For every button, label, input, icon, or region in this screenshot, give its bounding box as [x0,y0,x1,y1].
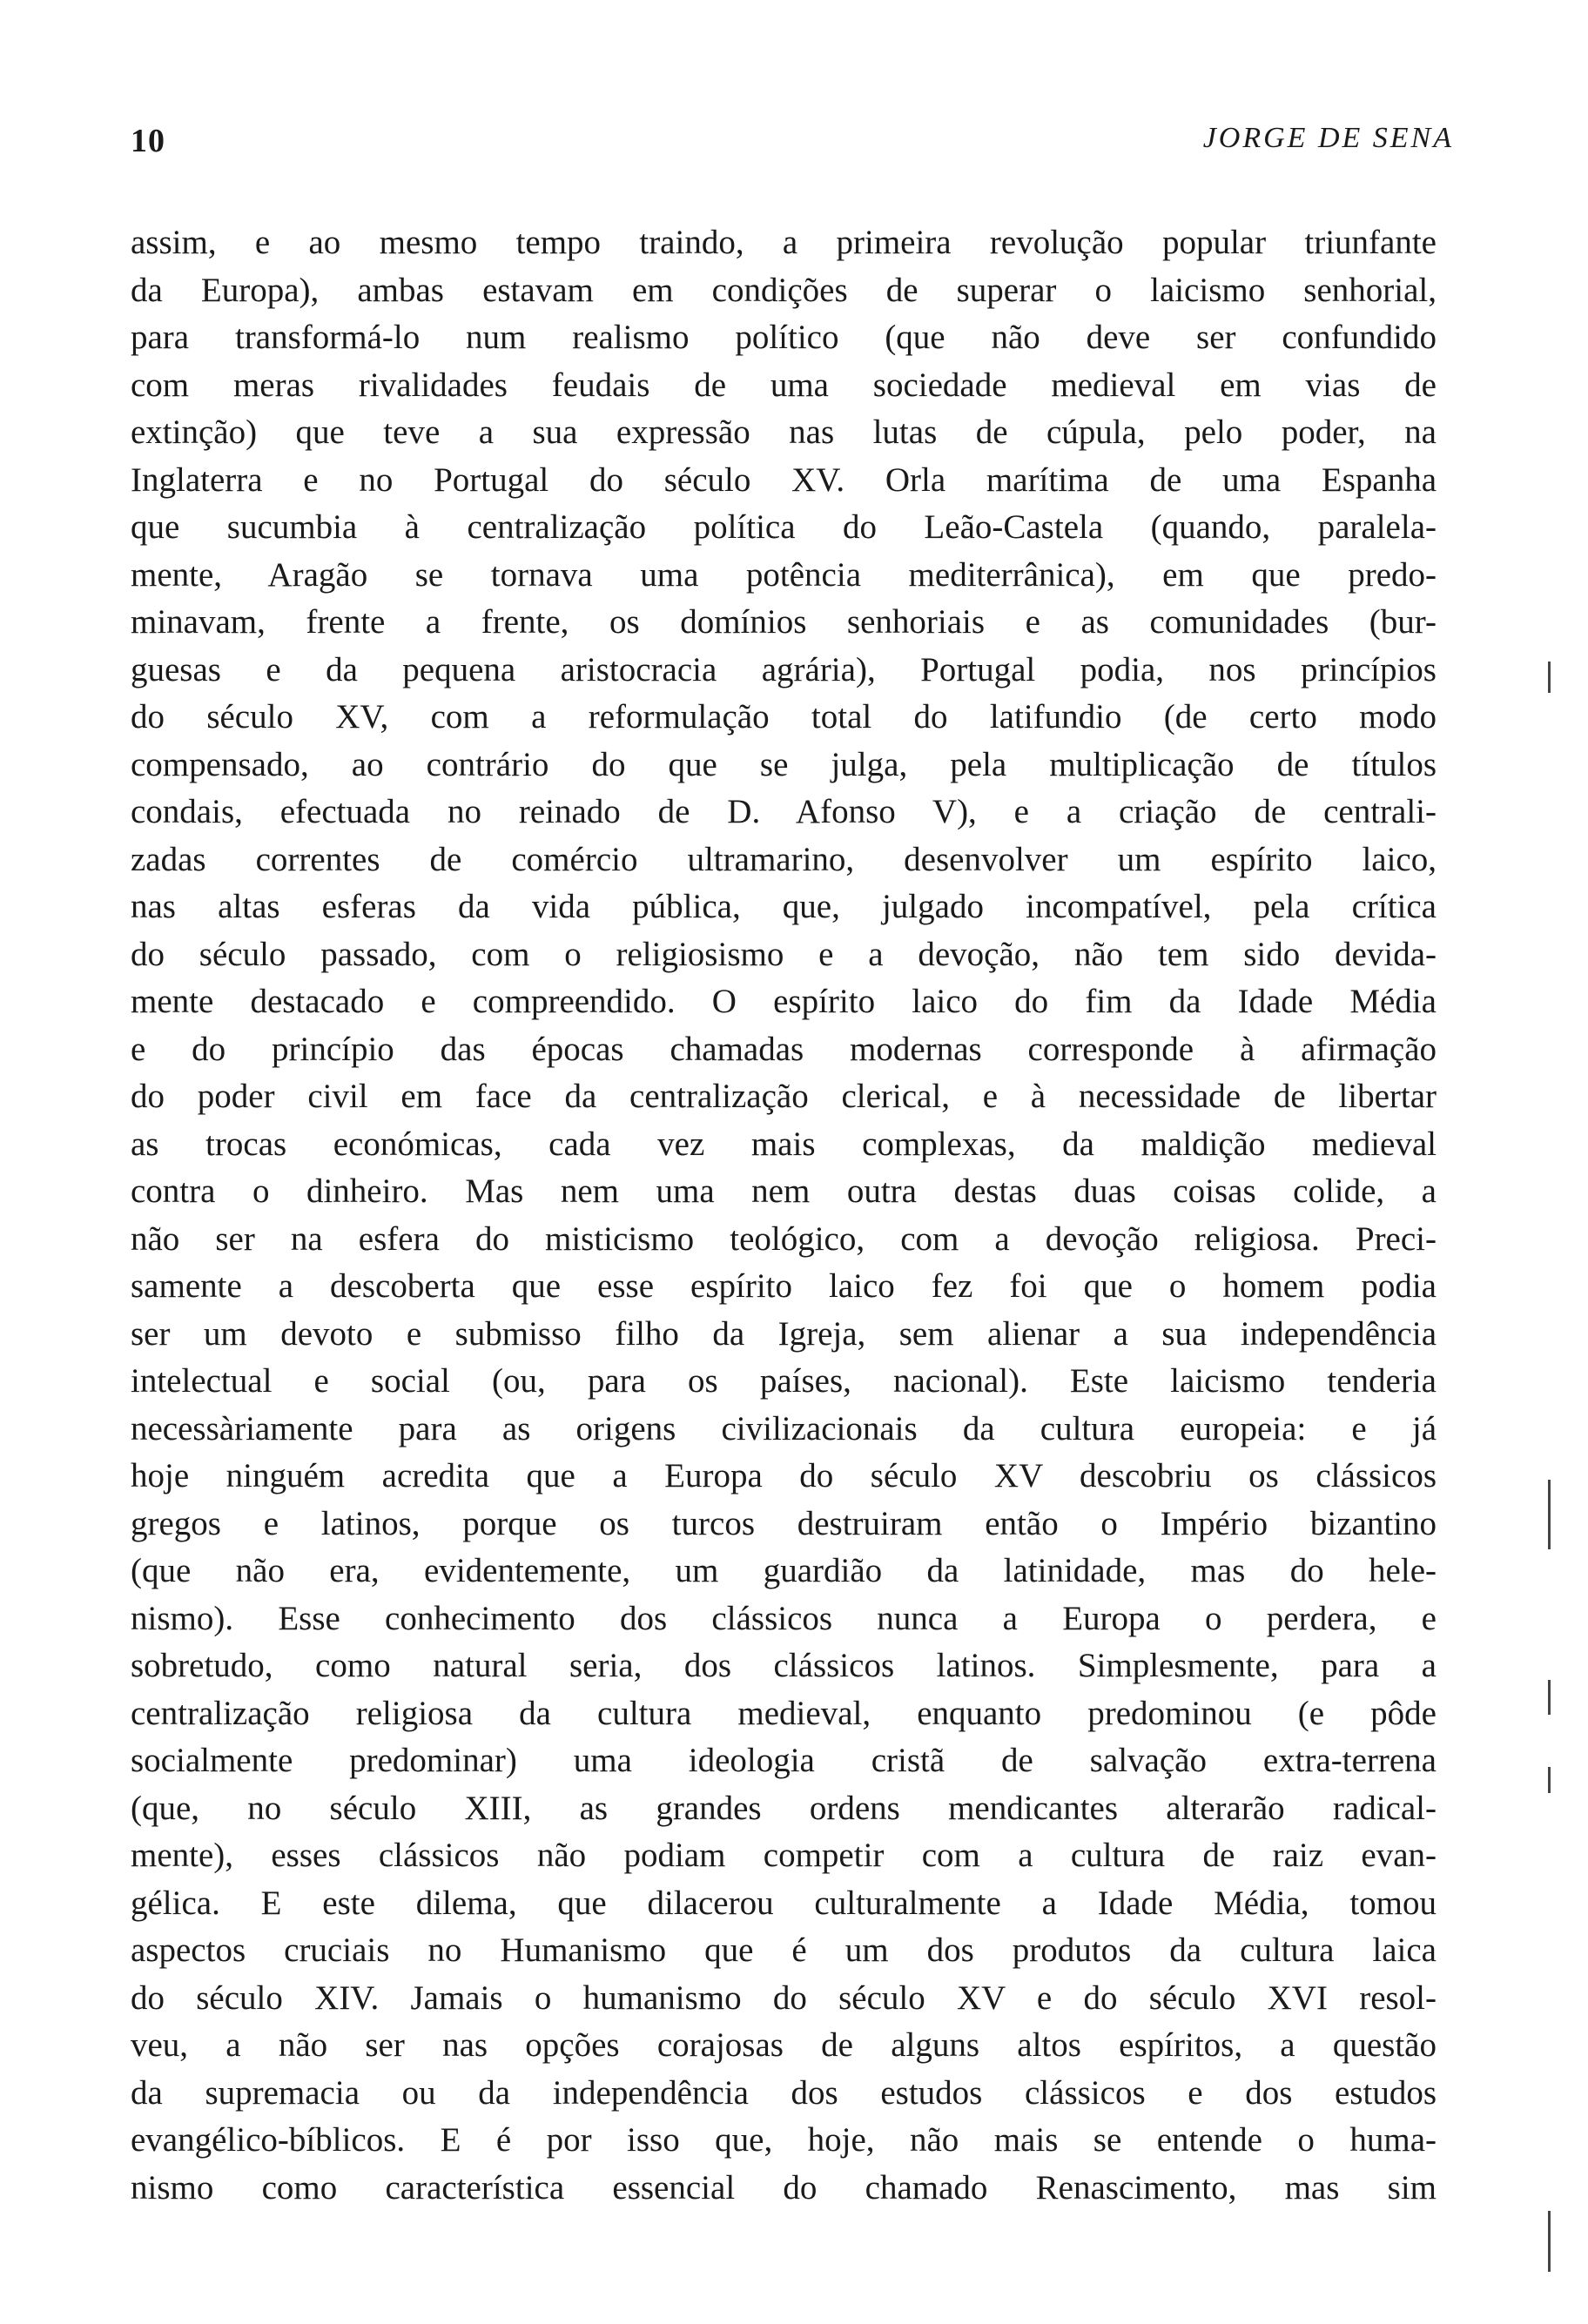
text-line: as trocas económicas, cada vez mais complexas, da maldição medieval [131,1125,1437,1163]
text-line: do poder civil em face da centralização clerical, e à necessidade de libertar [131,1078,1437,1115]
text-line: condais, efectuada no reinado de D. Afonso V), e a criação de centrali- [131,793,1437,830]
text-line: da Europa), ambas estavam em condições de superar o laicismo senhorial, [131,271,1437,309]
text-line: veu, a não ser nas opções corajosas de alguns altos espíritos, a questão [131,2026,1437,2064]
text-line: mente), esses clássicos não podiam competir com a cultura de raiz evan- [131,1837,1437,1874]
text-line: não ser na esfera do misticismo teológico, com a devoção religiosa. Preci- [131,1219,1437,1258]
text-line: com meras rivalidades feudais de uma sociedade medieval em vias de [131,366,1437,404]
text-line: nas altas esferas da vida pública, que, julgado incompatível, pela crítica [131,888,1437,925]
text-line: guesas e da pequena aristocracia agrária), Portugal podia, nos princípios [131,650,1437,688]
text-line: samente a descoberta que esse espírito laico fez foi que o homem podia [131,1267,1437,1305]
text-line: socialmente predominar) uma ideologia cristã de salvação extra-terrena [131,1742,1437,1779]
margin-scan-mark [1548,1767,1551,1793]
text-line: do século XV, com a reformulação total do latifundio (de certo modo [131,698,1437,735]
text-line: do século passado, com o religiosismo e a devoção, não tem sido devida- [131,935,1437,973]
text-line: minavam, frente a frente, os domínios senhoriais e as comunidades (bur- [131,603,1437,641]
text-line: que sucumbia à centralização política do Leão-Castela (quando, paralela- [131,508,1437,546]
text-line: mente, Aragão se tornava uma potência mediterrânica), em que predo- [131,555,1437,594]
text-line: contra o dinheiro. Mas nem uma nem outra destas duas coisas colide, a [131,1172,1437,1210]
body-text [131,219,1437,2212]
text-line: intelectual e social (ou, para os países, nacional). Este laicismo tenderia [131,1362,1437,1400]
text-line: Inglaterra e no Portugal do século XV. Orla marítima de uma Espanha [131,460,1437,499]
text-line: do século XIV. Jamais o humanismo do século XV e do século XVI resol- [131,1978,1437,2017]
running-title: JORGE DE SENA [1202,122,1454,154]
page-number: 10 [131,123,165,159]
margin-scan-mark [1548,2211,1551,2272]
text-line: extinção) que teve a sua expressão nas lutas de cúpula, pelo poder, na [131,413,1437,451]
text-line: sobretudo, como natural seria, dos clássicos latinos. Simplesmente, para a [131,1647,1437,1684]
text-line: aspectos cruciais no Humanismo que é um dos produtos da cultura laica [131,1931,1437,1969]
text-line: e do princípio das épocas chamadas modernas corresponde à afirmação [131,1030,1437,1068]
running-head [131,122,1454,174]
text-line: mente destacado e compreendido. O espírito laico do fim da Idade Média [131,983,1437,1020]
margin-scan-mark [1548,1480,1551,1549]
text-line: nismo). Esse conhecimento dos clássicos nunca a Europa o perdera, e [131,1599,1437,1637]
text-line: evangélico-bíblicos. E é por isso que, hoje, não mais se entende o huma- [131,2121,1437,2159]
text-line: gélica. E este dilema, que dilacerou culturalmente a Idade Média, tomou [131,1884,1437,1922]
text-line: assim, e ao mesmo tempo traindo, a primeira revolução popular triunfante [131,224,1437,261]
text-line: ser um devoto e submisso filho da Igreja, sem alienar a sua independência [131,1314,1437,1353]
text-line: (que, no século XIII, as grandes ordens mendicantes alterarão radical- [131,1789,1437,1827]
text-line: gregos e latinos, porque os turcos destruiram então o Império bizantino [131,1504,1437,1542]
text-line: da supremacia ou da independência dos estudos clássicos e dos estudos [131,2073,1437,2112]
text-line: nismo como característica essencial do chamado Renascimento, mas sim [131,2168,1437,2206]
text-line: hoje ninguém acredita que a Europa do século XV descobriu os clássicos [131,1457,1437,1494]
text-line: centralização religiosa da cultura medieval, enquanto predominou (e pôde [131,1694,1437,1732]
text-line: zadas correntes de comércio ultramarino, desenvolver um espírito laico, [131,840,1437,878]
margin-scan-mark [1548,662,1551,693]
text-line: para transformá-lo num realismo político (que não deve ser confundido [131,319,1437,356]
text-line: (que não era, evidentemente, um guardião da latinidade, mas do hele- [131,1552,1437,1589]
margin-scan-mark [1548,1680,1551,1715]
text-line: compensado, ao contrário do que se julga, pela multiplicação de títulos [131,745,1437,783]
text-line: necessàriamente para as origens civilizacionais da cultura europeia: e já [131,1409,1437,1447]
